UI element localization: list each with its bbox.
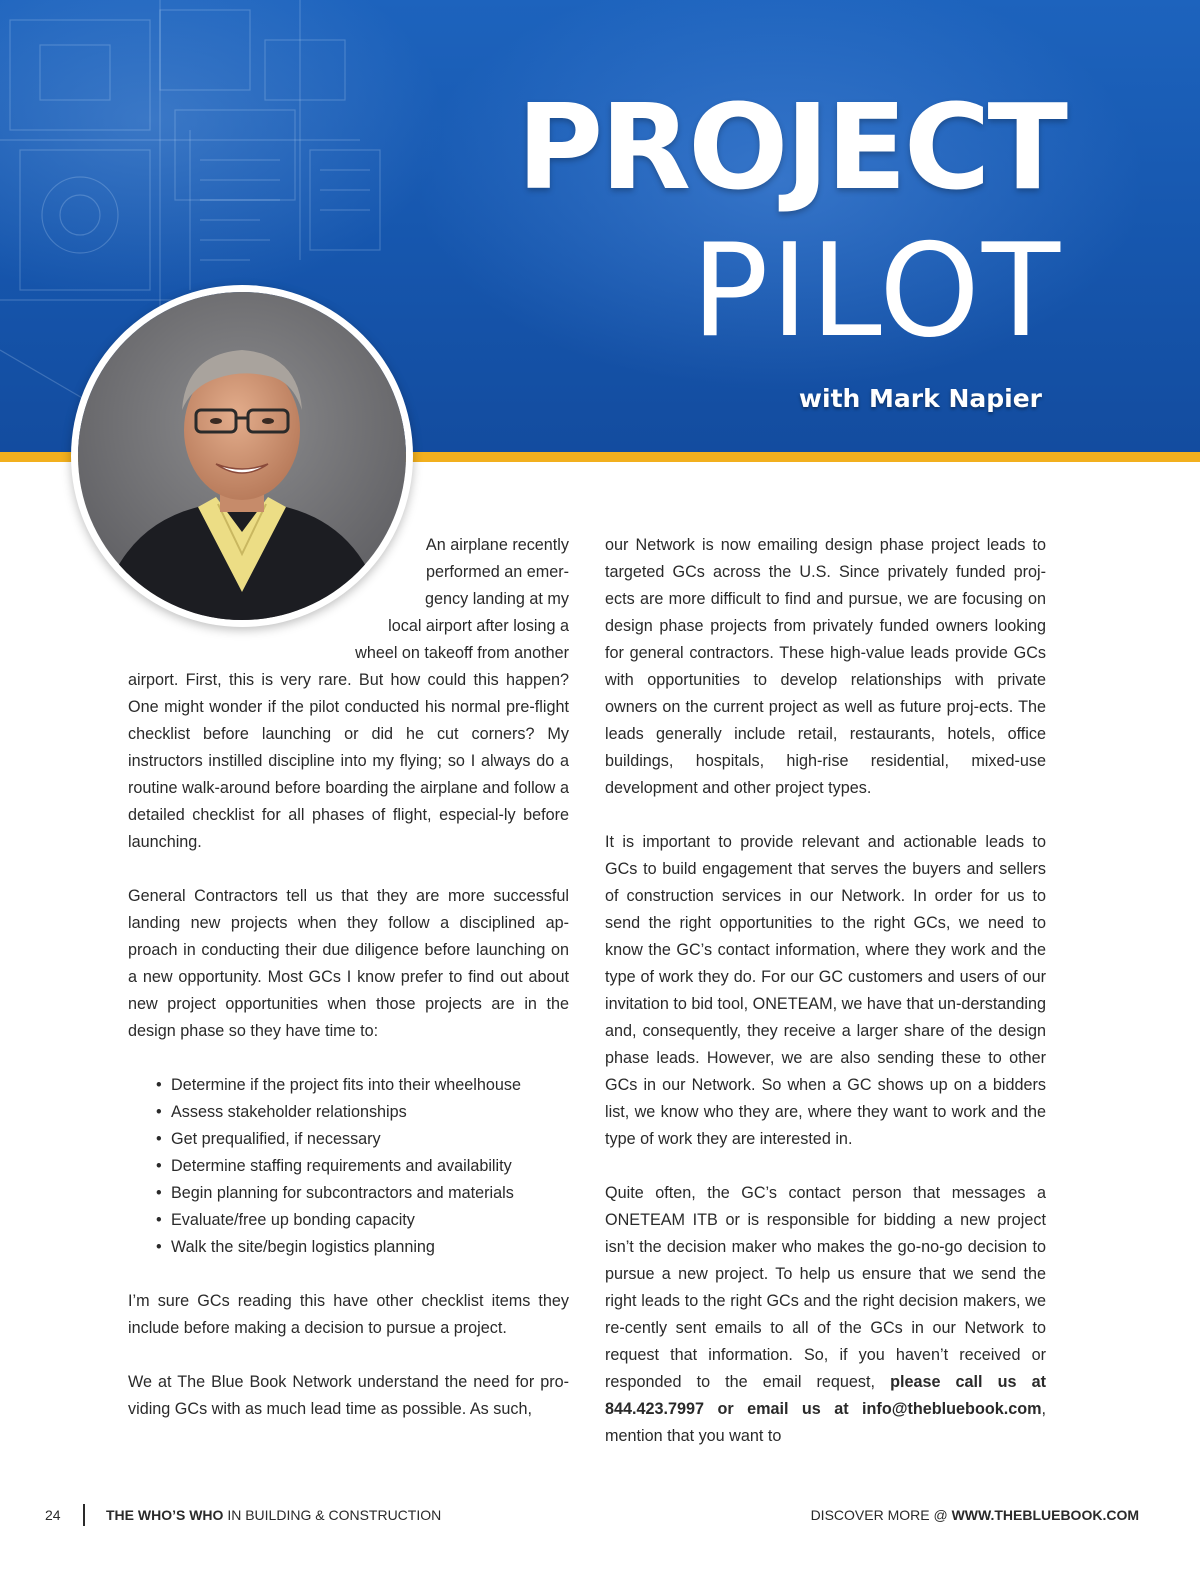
paragraph-contact-request: [605, 1180, 1046, 1450]
title-project: PROJECT: [516, 78, 1065, 216]
contact-text-before: Quite often, the GC’s contact person that messages a ONETEAM ITB or is responsible for bidding a new project isn’t the decision maker who makes the go-no-go decision to pursue a new project. To help us ensure that we send the right leads to the right GCs and the right decision makers, we re-cently sent emails to all of the GCs in our Network to request that information. So, if you haven’t received or responded to the email request,: [605, 1184, 1046, 1391]
paragraph-general-contractors: General Contractors tell us that they are more successful landing new projects when they follow a disciplined ap-proach in conducting their due diligence before launching on a new opportunity. Most GCs I know prefer to find out about new project opportunities when those projects are in the design phase so they have time to:: [128, 887, 569, 1040]
footer-separator: [83, 1504, 85, 1526]
discover-prefix: DISCOVER MORE @: [810, 1507, 952, 1523]
publication-name-rest: IN BUILDING & CONSTRUCTION: [223, 1507, 442, 1523]
checklist-item: • Get prequalified, if necessary: [156, 1126, 569, 1153]
intro-line: performed an emer-: [425, 563, 569, 581]
paragraph-relevant-leads: It is important to provide relevant and actionable leads to GCs to build engagement that serves the buyers and sellers of construction services in our Network. In order for us to send the right opportunities to the right GCs, we need to know the GC’s contact information, where they work and the type of work they do. For our GC customers and users of our invitation to bid tool, ONETEAM, we have that un-derstanding and, consequently, they receive a larger share of the design phase leads. However, we are also sending these to other GCs in our Network. So when a GC shows up on a bidders list, we know who they are, where they want to work and the type of work they are interested in.: [605, 833, 1046, 1148]
portrait-wrap-space: [128, 532, 378, 667]
paragraph-design-phase-leads: our Network is now emailing design phase project leads to targeted GCs across the U.S. Since privately funded proj-ects are more difficult to find and pursue, we are focusing on design phase projects from privately funded owners looking for general contractors. These high-value leads provide GCs with opportunities to develop relationships with private owners on the current project as well as future proj-ects. The leads generally include retail, restaurants, hotels, office buildings, hospitals, high-rise residential, mixed-use development and other project types.: [605, 536, 1046, 797]
checklist-item: • Begin planning for subcontractors and materials: [156, 1180, 569, 1207]
publication-name-bold: THE WHO’S WHO: [106, 1507, 224, 1523]
intro-line: An airplane recently: [425, 536, 569, 554]
title-pilot: PILOT: [691, 217, 1062, 366]
due-diligence-checklist: [156, 1072, 569, 1261]
author-byline: with Mark Napier: [798, 384, 1042, 413]
intro-line: wheel on takeoff from another: [355, 644, 569, 662]
website-link[interactable]: WWW.THEBLUEBOOK.COM: [951, 1507, 1139, 1523]
checklist-item: • Walk the site/begin logistics planning: [156, 1234, 569, 1261]
publication-name: [106, 1507, 441, 1523]
paragraph-blue-book-network: We at The Blue Book Network understand the need for pro-viding GCs with as much lead time as possible. As such,: [128, 1373, 569, 1418]
page-number: 24: [45, 1507, 61, 1523]
checklist-item: • Assess stakeholder relationships: [156, 1099, 569, 1126]
checklist-item: • Evaluate/free up bonding capacity: [156, 1207, 569, 1234]
intro-line: local airport after losing a: [388, 617, 569, 635]
paragraph-checklist-items: I’m sure GCs reading this have other checklist items they include before making a decision to pursue a project.: [128, 1292, 569, 1337]
discover-more: [811, 1507, 1139, 1523]
checklist-item: • Determine staffing requirements and availability: [156, 1153, 569, 1180]
article-column-right: [605, 532, 1046, 1450]
checklist-item: • Determine if the project fits into their wheelhouse: [156, 1072, 569, 1099]
article-column-left: [128, 532, 569, 1423]
intro-line: gency landing at my: [425, 590, 569, 608]
contact-callout: please call us at 844.423.7997 or email us at info@thebluebook.com: [605, 1373, 1046, 1418]
paragraph-intro-continued: airport. First, this is very rare. But how could this happen? One might wonder if the pilot conducted his normal pre-flight checklist before launching or did he cut corners? My instructors instilled discipline into my flying; so I always do a routine walk-around before boarding the airplane and follow a detailed checklist for all phases of flight, especial-ly before launching.: [128, 671, 569, 851]
contact-text-after: , mention that you want to: [605, 1400, 1046, 1445]
page-footer: [0, 1500, 1200, 1530]
